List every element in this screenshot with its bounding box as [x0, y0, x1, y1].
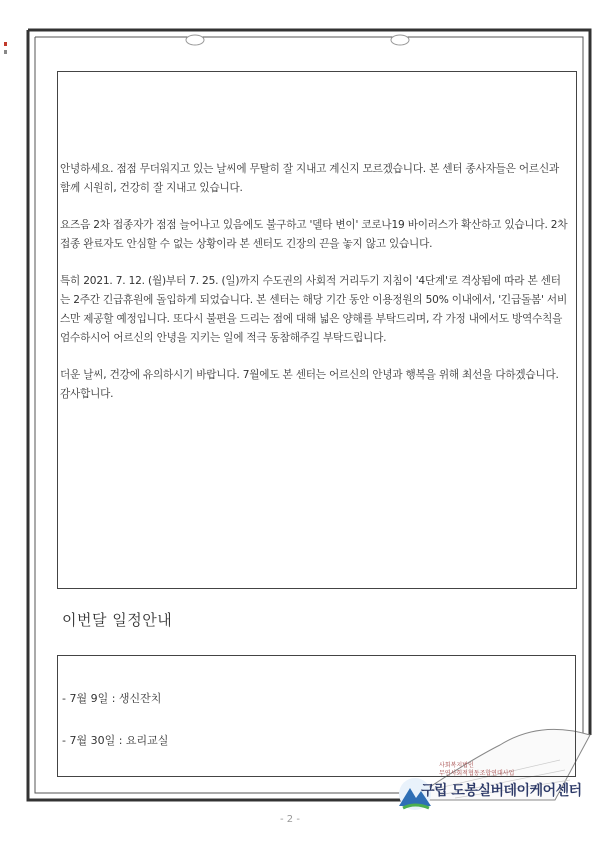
schedule-item: - 7월 30일 : 요리교실: [62, 734, 169, 747]
letter-paragraph: 특히 2021. 7. 12. (월)부터 7. 25. (일)까지 수도권의 사회적 거리두기 지침이 '4단계'로 격상됨에 따라 본 센터는 2주간 긴급휴원에 돌입하게 되었습니다. 본 센터는 해당 기간 동안 이용정원의 50% 이내에서, '긴급돌봄' 서비스만 제공할 예정입니다. 또다시 불편을 드리는 점에 대해 넓은 양해를 부탁드리며, 각 가정 내에서도 방역수칙을 엄수하시어 어르신의 안녕을 지키는 일에 적극 동참해주길 부탁드립니다.: [60, 275, 567, 344]
binder-hole-left: [186, 35, 204, 45]
schedule-box: [57, 655, 576, 777]
letter-body: [60, 160, 568, 422]
org-subtitle: 사회복지법인 무연사회적협동조합연대사업: [439, 762, 515, 777]
binder-hole-right: [391, 35, 409, 45]
edge-mark: [4, 50, 7, 54]
letter-paragraph: 더운 날씨, 건강에 유의하시기 바랍니다. 7월에도 본 센터는 어르신의 안녕과 행복을 위해 최선을 다하겠습니다. 감사합니다.: [60, 369, 559, 400]
letter-paragraph: 요즈음 2차 접종자가 점점 늘어나고 있음에도 불구하고 '델타 변이' 코로나19 바이러스가 확산하고 있습니다. 2차 접종 완료자도 안심할 수 없는 상황이라 본 센터도 긴장의 끈을 놓지 않고 있습니다.: [60, 219, 568, 250]
page-number: - 2 -: [280, 814, 300, 825]
org-name: 구립 도봉실버데이케어센터: [421, 783, 582, 799]
letter-paragraph: 안녕하세요. 점점 무더워지고 있는 날씨에 무탈히 잘 지내고 계신지 모르겠습니다. 본 센터 종사자들은 어르신과 함께 시원히, 건강히 잘 지내고 있습니다.: [60, 163, 560, 194]
schedule-item: - 7월 9일 : 생신잔치: [62, 692, 162, 705]
org-logo-area: [395, 762, 595, 812]
schedule-title: 이번달 일정안내: [62, 611, 173, 629]
edge-mark: [4, 42, 7, 46]
